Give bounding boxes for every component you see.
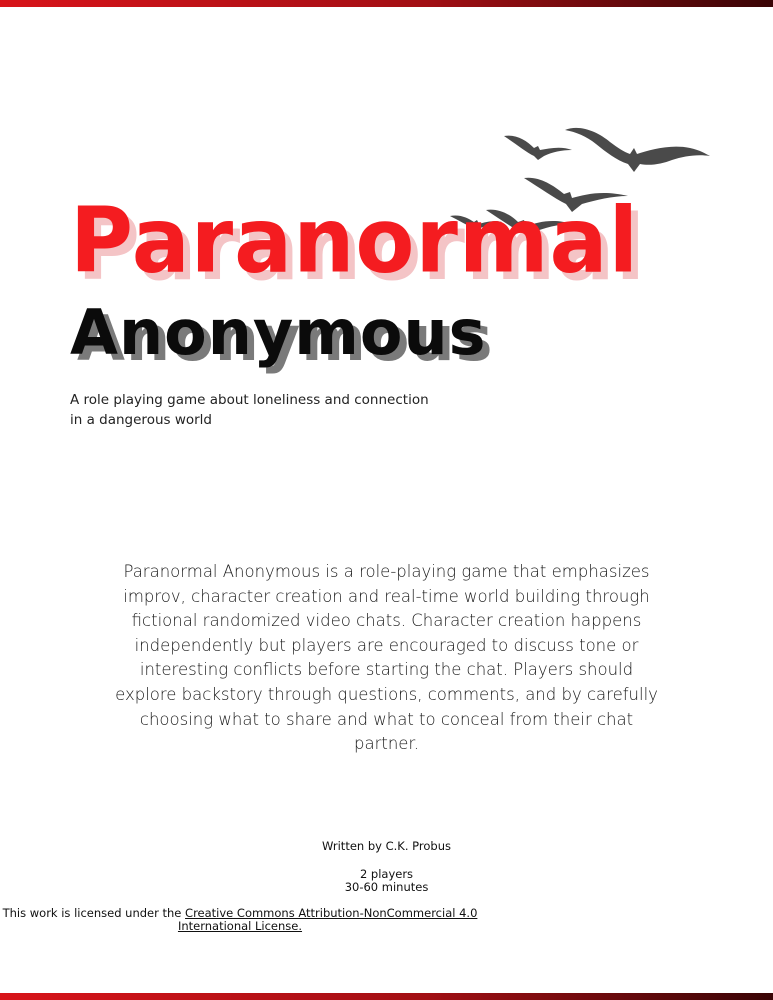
title-anonymous: Anonymous [70,296,487,369]
license-notice [0,907,480,934]
bat-icon [504,136,572,160]
license-prefix: This work is licensed under the [2,905,186,920]
top-accent-bar [0,0,773,7]
play-duration: 30-60 minutes [344,880,429,894]
license-link[interactable]: Creative Commons Attribution-NonCommercial 4.0 International License. [177,905,478,933]
bottom-accent-bar [0,993,773,1000]
credits-block [0,840,773,934]
player-count: 2 players [359,866,414,881]
tagline: A role playing game about loneliness and connection in a dangerous world [70,392,429,428]
game-description: Paranormal Anonymous is a role-playing game that emphasizes improv, character creation and real-time world building through fictional randomized video chats. Character creation happens independently but players are encouraged to discuss tone or interesting conflicts before starting the chat. Players should explore backstory through questions, comments, and by carefully choosing what to share and what to conceal from their chat partner. [115,562,658,754]
bat-icon [565,128,710,172]
author-credit: Written by C.K. Probus [322,839,451,853]
title-paranormal: Paranormal [70,188,640,294]
